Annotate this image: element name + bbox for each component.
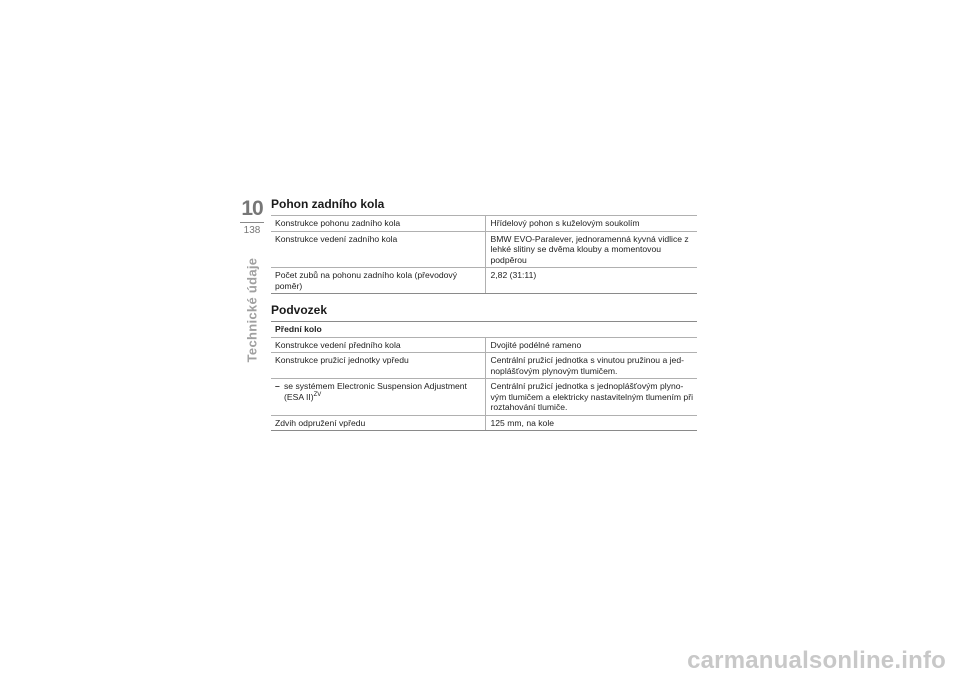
spec-label-option <box>271 379 485 416</box>
rear-drive-table <box>271 215 697 294</box>
table-row <box>271 231 697 268</box>
spec-label: Konstrukce vedení předního kola <box>271 337 485 353</box>
spec-value: 2,82 (31:11) <box>485 268 697 294</box>
table-row <box>271 379 697 416</box>
page-content <box>271 196 697 431</box>
spec-label: Počet zubů na pohonu zadního kola (převodový poměr) <box>271 268 485 294</box>
chapter-marker <box>240 197 264 239</box>
watermark-text: carmanualsonline.info <box>687 647 946 674</box>
option-label: se systémem Electronic Suspension Adjustment (ESA II) <box>284 381 467 402</box>
table-row <box>271 216 697 232</box>
option-label-text <box>284 381 481 402</box>
table-row <box>271 353 697 379</box>
spec-value: Dvojité podélné rameno <box>485 337 697 353</box>
table-row <box>271 415 697 431</box>
table-row <box>271 268 697 294</box>
chapter-number: 10 <box>241 197 263 220</box>
page-number: 138 <box>243 225 261 236</box>
spec-value: Hřídelový pohon s kuželovým soukolím <box>485 216 697 232</box>
section-heading-rear-drive: Pohon zadního kola <box>271 197 385 211</box>
dash-list-item <box>275 381 481 402</box>
section-heading-chassis: Podvozek <box>271 303 328 317</box>
spec-value: BMW EVO-Paralever, jednoramenná kyvná vidlice z lehké slitiny se dvěma klouby a momentovou podpěrou <box>485 231 697 268</box>
table-row <box>271 337 697 353</box>
spec-label: Konstrukce pružicí jednotky vpředu <box>271 353 485 379</box>
spec-label: Zdvih odpružení vpředu <box>271 415 485 431</box>
table-subheading-row <box>271 322 697 338</box>
spec-label: Konstrukce pohonu zadního kola <box>271 216 485 232</box>
chassis-table <box>271 321 697 431</box>
spec-value: Centrální pružicí jednotka s jednoplášťovým plyno-vým tlumičem a elektricky nastavitelným tlumením při roztahování tlumiče. <box>485 379 697 416</box>
option-superscript: ZV <box>313 391 322 398</box>
chapter-side-title: Technické údaje <box>244 257 260 363</box>
spec-label: Konstrukce vedení zadního kola <box>271 231 485 268</box>
spec-value: Centrální pružicí jednotka s vinutou pružinou a jed-noplášťovým plynovým tlumičem. <box>485 353 697 379</box>
chapter-divider <box>240 222 264 223</box>
dash-bullet: – <box>275 381 280 391</box>
subheading-front-wheel: Přední kolo <box>271 322 697 338</box>
spec-value: 125 mm, na kole <box>485 415 697 431</box>
